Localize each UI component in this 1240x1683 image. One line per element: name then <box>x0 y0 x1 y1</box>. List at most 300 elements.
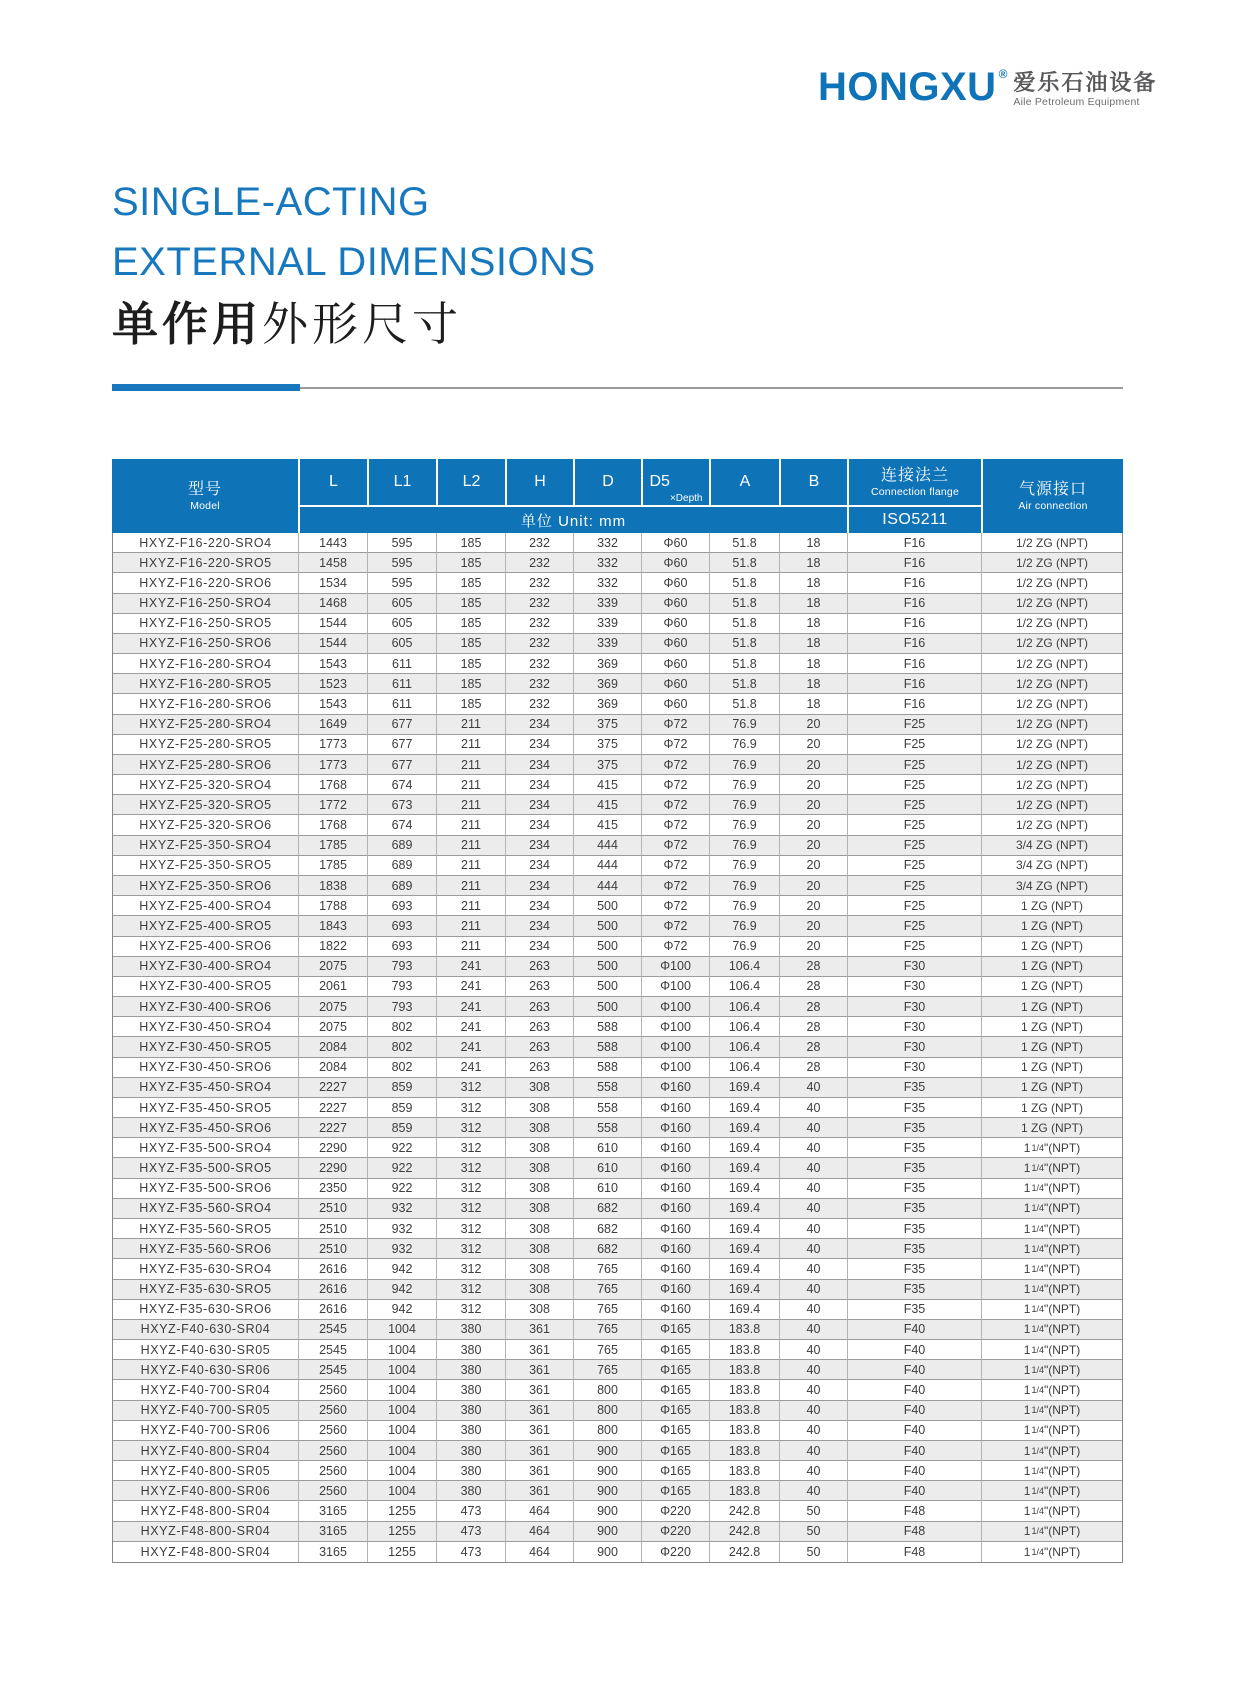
flange-cell: F25 <box>848 856 982 876</box>
d-cell: 444 <box>574 876 642 896</box>
b-cell: 40 <box>780 1179 848 1199</box>
model-cell: HXYZ-F35-450-SRO6 <box>113 1118 299 1138</box>
flange-cell: F16 <box>848 694 982 714</box>
flange-cell: F40 <box>848 1461 982 1481</box>
flange-cell: F35 <box>848 1219 982 1239</box>
h-cell: 464 <box>506 1522 574 1542</box>
l-cell: 1822 <box>299 937 368 957</box>
table-row <box>113 654 1122 674</box>
d-cell: 682 <box>574 1219 642 1239</box>
d-cell: 500 <box>574 977 642 997</box>
b-cell: 40 <box>780 1280 848 1300</box>
table-row <box>113 1300 1122 1320</box>
air-connection-cell: 1 1/4 "(NPT) <box>982 1280 1122 1300</box>
l-cell: 2290 <box>299 1138 368 1158</box>
a-cell: 106.4 <box>710 997 780 1017</box>
d-cell: 610 <box>574 1158 642 1178</box>
flange-cell: F16 <box>848 614 982 634</box>
b-cell: 18 <box>780 634 848 654</box>
table-row <box>113 1522 1122 1542</box>
h-cell: 232 <box>506 654 574 674</box>
l2-cell: 312 <box>437 1259 506 1279</box>
l2-cell: 312 <box>437 1219 506 1239</box>
a-cell: 106.4 <box>710 1058 780 1078</box>
h-cell: 234 <box>506 795 574 815</box>
h-cell: 232 <box>506 573 574 593</box>
a-cell: 76.9 <box>710 937 780 957</box>
l1-cell: 689 <box>368 856 437 876</box>
air-connection-cell: 1 ZG (NPT) <box>982 957 1122 977</box>
h-cell: 234 <box>506 876 574 896</box>
h-cell: 361 <box>506 1380 574 1400</box>
air-connection-cell: 1/2 ZG (NPT) <box>982 735 1122 755</box>
flange-cell: F35 <box>848 1098 982 1118</box>
l-cell: 1788 <box>299 896 368 916</box>
flange-cell: F25 <box>848 815 982 835</box>
model-cell: HXYZ-F40-630-SR05 <box>113 1340 299 1360</box>
d5-cell: Φ100 <box>642 1037 710 1057</box>
table-row <box>113 937 1122 957</box>
b-cell: 18 <box>780 594 848 614</box>
flange-cell: F35 <box>848 1118 982 1138</box>
a-cell: 183.8 <box>710 1320 780 1340</box>
table-row <box>113 957 1122 977</box>
l1-cell: 1255 <box>368 1501 437 1521</box>
air-connection-cell: 1/2 ZG (NPT) <box>982 755 1122 775</box>
d5-cell: Φ60 <box>642 594 710 614</box>
l1-cell: 595 <box>368 553 437 573</box>
h-cell: 308 <box>506 1118 574 1138</box>
b-cell: 18 <box>780 674 848 694</box>
a-cell: 76.9 <box>710 775 780 795</box>
h-cell: 464 <box>506 1542 574 1562</box>
air-connection-cell: 1 1/4 "(NPT) <box>1023 1544 1081 1559</box>
flange-cell: F35 <box>848 1259 982 1279</box>
a-cell: 51.8 <box>710 594 780 614</box>
air-connection-cell: 1/2 ZG (NPT) <box>982 694 1122 714</box>
b-cell: 40 <box>780 1441 848 1461</box>
d5-cell: Φ160 <box>642 1259 710 1279</box>
table-row <box>113 916 1122 936</box>
b-cell: 18 <box>780 654 848 674</box>
a-cell: 76.9 <box>710 836 780 856</box>
air-connection-cell: 1/2 ZG (NPT) <box>982 674 1122 694</box>
l2-cell: 185 <box>437 553 506 573</box>
table-row <box>113 1421 1122 1441</box>
l2-cell: 211 <box>437 755 506 775</box>
l1-cell: 674 <box>368 815 437 835</box>
d-cell: 900 <box>574 1522 642 1542</box>
h-cell: 263 <box>506 957 574 977</box>
l2-cell: 211 <box>437 876 506 896</box>
table-row <box>113 1320 1122 1340</box>
d5-cell: Φ100 <box>642 1058 710 1078</box>
h-cell: 234 <box>506 755 574 775</box>
table-row <box>113 594 1122 614</box>
l-cell: 2545 <box>299 1340 368 1360</box>
air-connection-cell: 1 1/4 "(NPT) <box>982 1259 1122 1279</box>
l-cell: 1838 <box>299 876 368 896</box>
h-cell: 308 <box>506 1259 574 1279</box>
h-cell: 308 <box>506 1158 574 1178</box>
d5-cell: Φ72 <box>642 795 710 815</box>
l2-cell: 312 <box>437 1239 506 1259</box>
model-cell: HXYZ-F30-400-SRO5 <box>113 977 299 997</box>
flange-cell: F25 <box>848 735 982 755</box>
l2-cell: 211 <box>437 856 506 876</box>
header-air-connection <box>981 459 1123 533</box>
d5-cell: Φ72 <box>642 715 710 735</box>
model-cell: HXYZ-F16-250-SRO5 <box>113 614 299 634</box>
l-cell: 2560 <box>299 1441 368 1461</box>
table-row <box>113 694 1122 714</box>
a-cell: 169.4 <box>710 1259 780 1279</box>
l2-cell: 211 <box>437 916 506 936</box>
model-cell: HXYZ-F25-350-SRO6 <box>113 876 299 896</box>
d5-cell: Φ160 <box>642 1179 710 1199</box>
table-row <box>113 553 1122 573</box>
b-cell: 40 <box>780 1380 848 1400</box>
divider-blue-bar <box>112 384 300 391</box>
model-cell: HXYZ-F48-800-SR04 <box>113 1522 299 1542</box>
registered-trademark-icon: ® <box>998 67 1008 81</box>
d-cell: 588 <box>574 1058 642 1078</box>
table-row <box>113 1380 1122 1400</box>
d5-cell: Φ72 <box>642 836 710 856</box>
table-header <box>112 459 1123 533</box>
flange-cell: F35 <box>848 1239 982 1259</box>
a-cell: 106.4 <box>710 1037 780 1057</box>
l2-cell: 241 <box>437 1058 506 1078</box>
model-cell: HXYZ-F35-560-SRO5 <box>113 1219 299 1239</box>
air-connection-cell: 1 1/4 "(NPT) <box>982 1481 1122 1501</box>
model-cell: HXYZ-F40-700-SR05 <box>113 1401 299 1421</box>
air-connection-cell: 1 ZG (NPT) <box>982 1118 1122 1138</box>
d-cell: 682 <box>574 1199 642 1219</box>
h-cell: 263 <box>506 1037 574 1057</box>
a-cell: 106.4 <box>710 977 780 997</box>
l1-cell: 673 <box>368 795 437 815</box>
l2-cell: 380 <box>437 1421 506 1441</box>
flange-cell: F30 <box>848 1058 982 1078</box>
model-cell: HXYZ-F40-800-SR06 <box>113 1481 299 1501</box>
b-cell: 40 <box>780 1340 848 1360</box>
a-cell: 169.4 <box>710 1098 780 1118</box>
h-cell: 361 <box>506 1360 574 1380</box>
a-cell: 183.8 <box>710 1340 780 1360</box>
a-cell: 183.8 <box>710 1380 780 1400</box>
flange-cell: F35 <box>848 1158 982 1178</box>
l1-cell: 693 <box>368 896 437 916</box>
l-cell: 2616 <box>299 1259 368 1279</box>
flange-cell: F25 <box>848 937 982 957</box>
l1-cell: 611 <box>368 674 437 694</box>
b-cell: 18 <box>780 573 848 593</box>
model-cell: HXYZ-F25-400-SRO4 <box>113 896 299 916</box>
b-cell: 40 <box>780 1098 848 1118</box>
a-cell: 51.8 <box>710 614 780 634</box>
air-connection-cell: 1/2 ZG (NPT) <box>982 594 1122 614</box>
d-cell: 375 <box>574 715 642 735</box>
l1-cell: 922 <box>368 1179 437 1199</box>
flange-cell: F40 <box>848 1320 982 1340</box>
model-cell: HXYZ-F16-250-SRO4 <box>113 594 299 614</box>
l-cell: 1772 <box>299 795 368 815</box>
flange-cell: F30 <box>848 1037 982 1057</box>
d-cell: 332 <box>574 573 642 593</box>
a-cell: 169.4 <box>710 1158 780 1178</box>
l1-cell: 693 <box>368 937 437 957</box>
l2-cell: 211 <box>437 937 506 957</box>
air-connection-cell: 1 ZG (NPT) <box>982 1058 1122 1078</box>
model-cell: HXYZ-F16-250-SRO6 <box>113 634 299 654</box>
d-cell: 369 <box>574 654 642 674</box>
l1-cell: 1004 <box>368 1421 437 1441</box>
l1-cell: 605 <box>368 634 437 654</box>
flange-cell: F40 <box>848 1421 982 1441</box>
a-cell: 169.4 <box>710 1239 780 1259</box>
air-connection-cell: 3/4 ZG (NPT) <box>982 856 1122 876</box>
flange-cell: F48 <box>848 1501 982 1521</box>
l2-cell: 211 <box>437 795 506 815</box>
l1-cell: 942 <box>368 1259 437 1279</box>
b-cell: 40 <box>780 1219 848 1239</box>
table-row <box>113 1058 1122 1078</box>
b-cell: 20 <box>780 896 848 916</box>
l1-cell: 689 <box>368 876 437 896</box>
table-row <box>113 1461 1122 1481</box>
table-row <box>113 1441 1122 1461</box>
flange-cell: F16 <box>848 573 982 593</box>
b-cell: 20 <box>780 856 848 876</box>
b-cell: 20 <box>780 715 848 735</box>
l1-cell: 1255 <box>368 1542 437 1562</box>
a-cell: 76.9 <box>710 856 780 876</box>
d5-cell: Φ72 <box>642 775 710 795</box>
model-cell: HXYZ-F40-800-SR04 <box>113 1441 299 1461</box>
l2-cell: 185 <box>437 614 506 634</box>
d-cell: 415 <box>574 775 642 795</box>
h-cell: 464 <box>506 1501 574 1521</box>
header-col-b: B <box>779 459 847 505</box>
flange-cell: F25 <box>848 916 982 936</box>
d-cell: 588 <box>574 1017 642 1037</box>
table-row <box>113 1239 1122 1259</box>
h-cell: 232 <box>506 533 574 553</box>
a-cell: 242.8 <box>710 1501 780 1521</box>
d5-cell: Φ60 <box>642 573 710 593</box>
d5-cell: Φ60 <box>642 553 710 573</box>
d5-cell: Φ165 <box>642 1320 710 1340</box>
d-cell: 900 <box>574 1501 642 1521</box>
h-cell: 361 <box>506 1340 574 1360</box>
l1-cell: 689 <box>368 836 437 856</box>
flange-cell: F40 <box>848 1441 982 1461</box>
l-cell: 1649 <box>299 715 368 735</box>
a-cell: 51.8 <box>710 654 780 674</box>
l2-cell: 241 <box>437 957 506 977</box>
l-cell: 2061 <box>299 977 368 997</box>
flange-cell: F16 <box>848 594 982 614</box>
l-cell: 3165 <box>299 1542 368 1562</box>
model-cell: HXYZ-F35-450-SRO4 <box>113 1078 299 1098</box>
h-cell: 234 <box>506 937 574 957</box>
header-col-l2: L2 <box>436 459 505 505</box>
air-connection-cell: 1/2 ZG (NPT) <box>982 775 1122 795</box>
table-row <box>113 1158 1122 1178</box>
table-row <box>113 573 1122 593</box>
l2-cell: 473 <box>437 1501 506 1521</box>
table-row <box>113 977 1122 997</box>
d5-cell: Φ60 <box>642 634 710 654</box>
d-cell: 415 <box>574 795 642 815</box>
l-cell: 3165 <box>299 1522 368 1542</box>
d-cell: 332 <box>574 553 642 573</box>
table-row <box>113 1401 1122 1421</box>
d5-cell: Φ160 <box>642 1118 710 1138</box>
d5-cell: Φ165 <box>642 1421 710 1441</box>
l2-cell: 380 <box>437 1481 506 1501</box>
h-cell: 263 <box>506 1058 574 1078</box>
l2-cell: 211 <box>437 775 506 795</box>
dimensions-table <box>112 460 1123 1563</box>
table-row <box>113 634 1122 654</box>
model-cell: HXYZ-F30-400-SRO6 <box>113 997 299 1017</box>
table-row <box>113 1098 1122 1118</box>
l1-cell: 677 <box>368 715 437 735</box>
table-row <box>113 1360 1122 1380</box>
model-cell: HXYZ-F35-450-SRO5 <box>113 1098 299 1118</box>
b-cell: 40 <box>780 1401 848 1421</box>
a-cell: 51.8 <box>710 553 780 573</box>
h-cell: 263 <box>506 977 574 997</box>
h-cell: 232 <box>506 634 574 654</box>
d5-cell: Φ160 <box>642 1138 710 1158</box>
l1-cell: 922 <box>368 1138 437 1158</box>
a-cell: 76.9 <box>710 735 780 755</box>
l2-cell: 312 <box>437 1179 506 1199</box>
d5-cell: Φ60 <box>642 614 710 634</box>
model-cell: HXYZ-F30-400-SRO4 <box>113 957 299 977</box>
b-cell: 40 <box>780 1158 848 1178</box>
l-cell: 2510 <box>299 1199 368 1219</box>
header-connection-flange <box>847 459 981 505</box>
d-cell: 900 <box>574 1441 642 1461</box>
l1-cell: 595 <box>368 533 437 553</box>
flange-cell: F16 <box>848 674 982 694</box>
d5-cell: Φ100 <box>642 957 710 977</box>
l2-cell: 185 <box>437 634 506 654</box>
l2-cell: 473 <box>437 1522 506 1542</box>
page-title-en-line1: SINGLE-ACTING <box>112 180 430 224</box>
table-row <box>113 614 1122 634</box>
flange-cell: F35 <box>848 1138 982 1158</box>
h-cell: 263 <box>506 997 574 1017</box>
model-cell: HXYZ-F48-800-SR04 <box>113 1542 299 1562</box>
l2-cell: 211 <box>437 836 506 856</box>
d-cell: 415 <box>574 815 642 835</box>
l-cell: 1544 <box>299 614 368 634</box>
table-row <box>113 1501 1122 1521</box>
d5-cell: Φ100 <box>642 997 710 1017</box>
page-title-cn-rest: 外形尺寸 <box>262 298 462 350</box>
l1-cell: 793 <box>368 997 437 1017</box>
d-cell: 500 <box>574 937 642 957</box>
d-cell: 444 <box>574 856 642 876</box>
air-connection-cell: 3/4 ZG (NPT) <box>982 876 1122 896</box>
model-cell: HXYZ-F25-280-SRO6 <box>113 755 299 775</box>
l-cell: 2075 <box>299 997 368 1017</box>
a-cell: 106.4 <box>710 957 780 977</box>
header-d5-sub: ×Depth <box>669 493 703 504</box>
b-cell: 40 <box>780 1360 848 1380</box>
l1-cell: 595 <box>368 573 437 593</box>
flange-cell: F16 <box>848 553 982 573</box>
h-cell: 234 <box>506 815 574 835</box>
d-cell: 369 <box>574 694 642 714</box>
header-flange-en: Connection flange <box>870 485 960 498</box>
a-cell: 76.9 <box>710 896 780 916</box>
model-cell: HXYZ-F40-800-SR05 <box>113 1461 299 1481</box>
flange-cell: F30 <box>848 997 982 1017</box>
b-cell: 28 <box>780 1058 848 1078</box>
d5-cell: Φ160 <box>642 1199 710 1219</box>
l2-cell: 185 <box>437 694 506 714</box>
table-row <box>113 775 1122 795</box>
l2-cell: 312 <box>437 1199 506 1219</box>
l2-cell: 312 <box>437 1280 506 1300</box>
header-unit-note: 单位 Unit: mm <box>298 505 847 533</box>
l1-cell: 1004 <box>368 1320 437 1340</box>
l1-cell: 942 <box>368 1280 437 1300</box>
l-cell: 1773 <box>299 755 368 775</box>
l2-cell: 211 <box>437 715 506 735</box>
l1-cell: 793 <box>368 957 437 977</box>
l2-cell: 241 <box>437 977 506 997</box>
h-cell: 308 <box>506 1300 574 1320</box>
l-cell: 1443 <box>299 533 368 553</box>
l2-cell: 380 <box>437 1461 506 1481</box>
h-cell: 361 <box>506 1401 574 1421</box>
d5-cell: Φ72 <box>642 876 710 896</box>
d5-cell: Φ165 <box>642 1401 710 1421</box>
d-cell: 588 <box>574 1037 642 1057</box>
air-connection-cell: 1 1/4 "(NPT) <box>982 1441 1122 1461</box>
b-cell: 20 <box>780 916 848 936</box>
air-connection-cell: 1/2 ZG (NPT) <box>982 614 1122 634</box>
model-cell: HXYZ-F25-400-SRO5 <box>113 916 299 936</box>
flange-cell: F35 <box>848 1199 982 1219</box>
l1-cell: 605 <box>368 594 437 614</box>
l1-cell: 611 <box>368 694 437 714</box>
model-cell: HXYZ-F40-700-SR04 <box>113 1380 299 1400</box>
table-row <box>113 1280 1122 1300</box>
air-connection-cell: 1 1/4 "(NPT) <box>982 1158 1122 1178</box>
model-cell: HXYZ-F16-220-SRO5 <box>113 553 299 573</box>
l1-cell: 859 <box>368 1078 437 1098</box>
l-cell: 1544 <box>299 634 368 654</box>
d-cell: 800 <box>574 1401 642 1421</box>
header-col-d: D <box>573 459 641 505</box>
model-cell: HXYZ-F40-630-SR06 <box>113 1360 299 1380</box>
b-cell: 28 <box>780 957 848 977</box>
air-connection-cell: 1 ZG (NPT) <box>982 896 1122 916</box>
air-connection-cell: 1/2 ZG (NPT) <box>982 654 1122 674</box>
d-cell: 500 <box>574 997 642 1017</box>
l-cell: 2560 <box>299 1461 368 1481</box>
air-connection-cell: 1 1/4 "(NPT) <box>982 1522 1122 1542</box>
h-cell: 234 <box>506 775 574 795</box>
